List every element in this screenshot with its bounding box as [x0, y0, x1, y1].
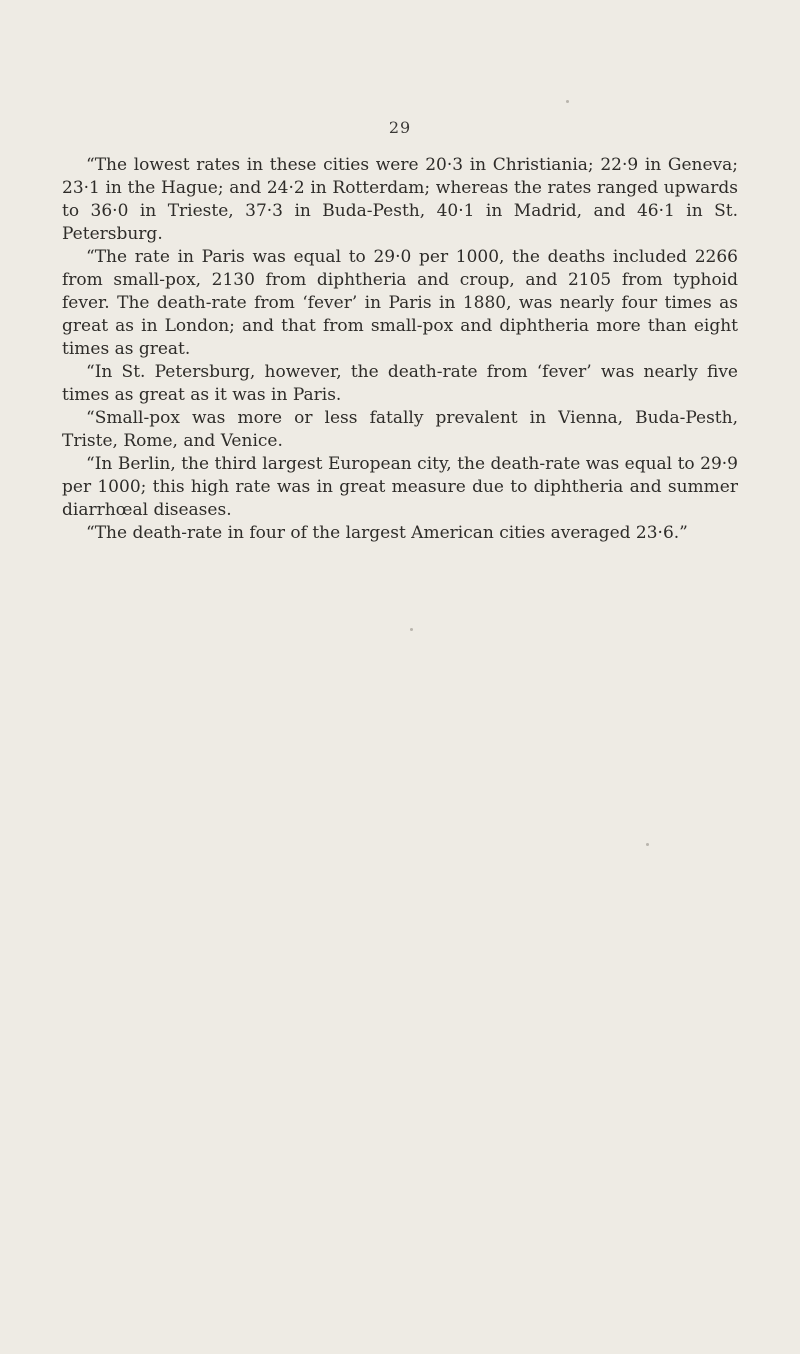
paper-speck — [410, 628, 413, 631]
paragraph-small-pox: “Small-pox was more or less fatally prevalent in Vienna, Buda-Pesth, Triste, Rome, and Venice. — [62, 408, 738, 451]
paragraph-st-petersburg: “In St. Petersburg, however, the death-rate from ‘fever’ was nearly five times as great as it was in Paris. — [62, 362, 738, 405]
paragraph-american-cities: “The death-rate in four of the largest American cities averaged 23·6.” — [86, 523, 688, 543]
body-text — [62, 154, 738, 545]
paper-speck — [566, 100, 569, 103]
paragraph-berlin: “In Berlin, the third largest European city, the death-rate was equal to 29·9 per 1000; this high rate was in great measure due to diphtheria and summer diarrhœal diseases. — [62, 454, 738, 520]
paragraph-lowest-rates: “The lowest rates in these cities were 20·3 in Christiania; 22·9 in Geneva; 23·1 in the Hague; and 24·2 in Rotterdam; whereas the rates ranged upwards to 36·0 in Trieste, 37·3 in Buda-Pesth, 40·1 in Madrid, and 46·1 in St. Petersburg. — [62, 155, 738, 244]
paper-speck — [646, 843, 649, 846]
page-number: 29 — [388, 118, 412, 137]
paragraph-paris-rate: “The rate in Paris was equal to 29·0 per 1000, the deaths included 2266 from small-pox, 2130 from diphtheria and croup, and 2105 from typhoid fever. The death-rate from ‘fever’ in Paris in 1880, was nearly four times as great as in London; and that from small-pox and diphtheria more than eight times as great. — [62, 247, 738, 359]
